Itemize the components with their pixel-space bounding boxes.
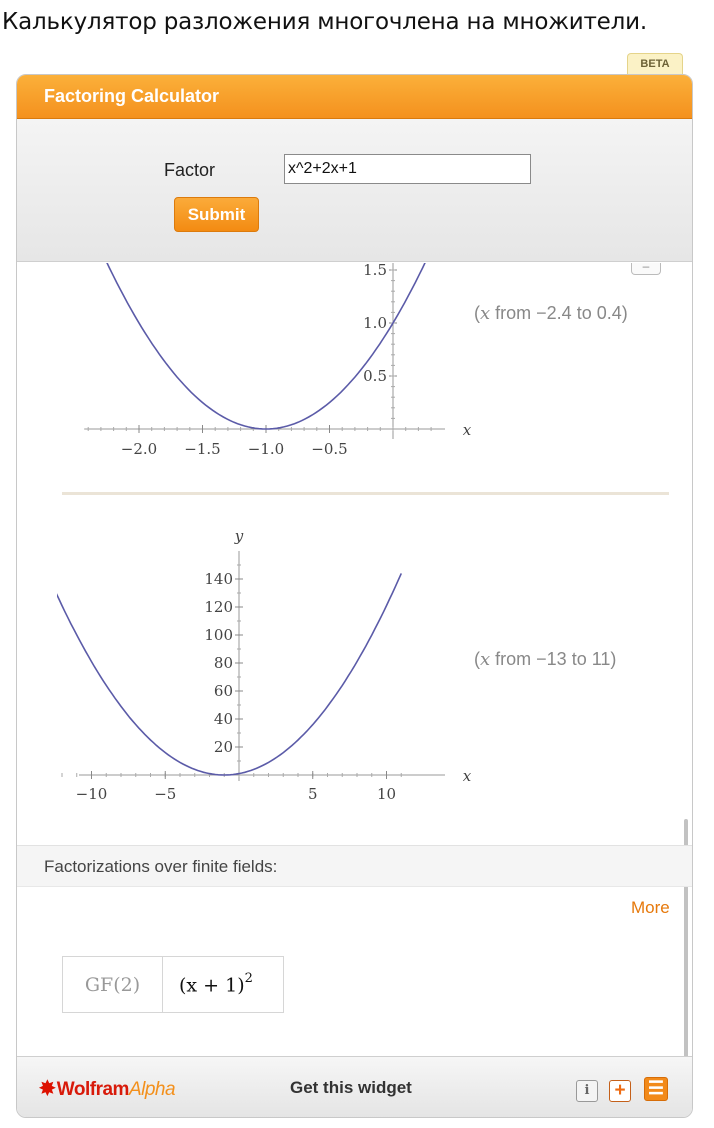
logo-text-alpha: Alpha [128,1079,176,1100]
get-widget-link[interactable]: Get this widget [290,1078,412,1097]
more-link[interactable]: More [631,898,670,917]
caption-range: from −13 to 11) [490,649,617,669]
y-tick-label: 1.5 [363,263,387,279]
field-name: GF(2) [63,957,163,1013]
x-tick-label: −2.0 [120,440,158,458]
info-icon[interactable]: i [576,1080,598,1102]
caption-variable: x [480,649,491,670]
plot-wide-range [57,525,477,815]
plot-caption-narrow: (x from −2.4 to 0.4) [474,303,628,324]
widget-footer [17,1056,692,1118]
widget-title: Factoring Calculator [44,86,220,106]
results-panel[interactable] [17,263,692,1056]
x-tick-label: 5 [307,785,318,803]
y-tick-label: 100 [204,626,233,644]
result-exponent: 2 [244,970,253,986]
x-axis-label: x [462,767,472,785]
add-icon[interactable]: + [609,1080,631,1102]
x-tick-label: −10 [75,785,108,803]
plot-narrow-range [57,263,477,463]
factorization-result [163,957,284,1013]
y-axis-label: y [234,527,244,545]
x-tick-label: 10 [376,785,397,803]
finite-fields-title: Factorizations over finite fields: [44,857,278,876]
page-heading: Калькулятор разложения многочлена на множители. [2,9,647,35]
x-tick-label: −1.0 [247,440,285,458]
x-tick-label: −0.5 [311,440,348,458]
widget-header [17,75,692,119]
factoring-widget [16,74,693,1118]
finite-fields-pod-header [17,845,692,887]
menu-icon[interactable]: ☰ [644,1077,668,1101]
caption-variable: x [480,303,491,324]
wolfram-star-icon: ✸ [39,1078,56,1100]
finite-fields-table [62,956,284,1013]
result-base: (x + 1) [179,974,245,997]
factor-label: Factor [164,160,216,180]
y-tick-label: 80 [213,654,233,672]
input-area [17,119,692,262]
pod-divider [62,492,669,495]
collapse-button[interactable]: – [631,263,661,275]
logo-text-wolfram: Wolfram [56,1079,129,1100]
x-tick-label: −1.5 [184,440,221,458]
beta-badge: BETA [627,53,683,74]
y-tick-label: 40 [213,710,233,728]
plot-caption-wide: (x from −13 to 11) [474,649,617,670]
y-tick-label: 120 [204,598,233,616]
curve-series [88,263,444,429]
wolframalpha-logo[interactable] [39,1076,175,1101]
table-row [63,957,284,1013]
x-tick-label: −5 [154,785,177,803]
y-tick-label: 60 [213,682,233,700]
y-tick-label: 140 [204,570,233,588]
x-axis-label: x [462,421,472,439]
submit-button[interactable]: Submit [174,197,259,232]
factor-input[interactable] [284,154,531,184]
y-tick-label: 0.5 [363,367,387,385]
y-tick-label: 20 [213,738,233,756]
caption-range: from −2.4 to 0.4) [490,303,628,323]
y-tick-label: 1.0 [363,314,387,332]
